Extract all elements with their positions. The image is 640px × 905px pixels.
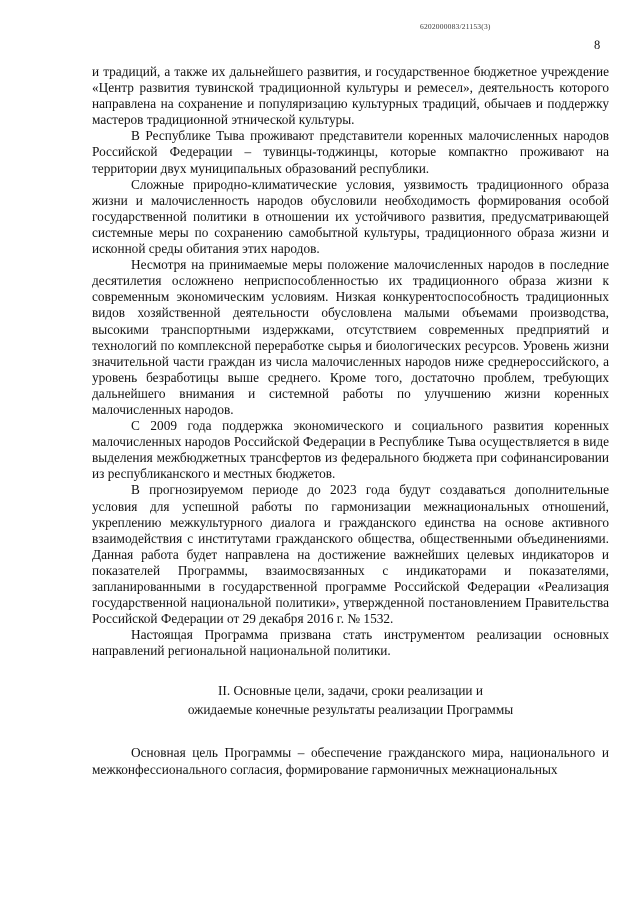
section-heading-line: ожидаемые конечные результаты реализации Программы xyxy=(187,702,514,718)
section-heading xyxy=(92,681,609,719)
paragraph-continuation: и традиций, а также их дальнейшего развития, и государственное бюджетное учреждение «Центр развития тувинской традиционной культуры и ремесел», деятельность которого направлена на сохранение и популяризацию культурных традиций, обычаев и поддержку мастеров традиционной этнической культуры. xyxy=(92,64,609,128)
paragraph: Основная цель Программы – обеспечение гражданского мира, национального и межконфессионального согласия, формирование гармоничных межнациональных xyxy=(92,745,609,777)
paragraph: С 2009 года поддержка экономического и социального развития коренных малочисленных народов Российской Федерации в Республике Тыва осуществляется в виде выделения межбюджетных трансфертов из федерального бюджета при софинансировании из республиканского и местных бюджетов. xyxy=(92,418,609,482)
document-body xyxy=(92,64,609,778)
document-id: 6202000083/21153(3) xyxy=(420,22,491,31)
paragraph: Настоящая Программа призвана стать инструментом реализации основных направлений региональной национальной политики. xyxy=(92,627,609,659)
page-number: 8 xyxy=(594,38,601,52)
paragraph: Сложные природно-климатические условия, уязвимость традиционного образа жизни и малочисленность народов обусловили необходимость формирования особой государственной политики в отношении их устойчивого развития, предусматривающей системные меры по сохранению самобытной культуры, традиционного образа жизни и исконной среды обитания этих народов. xyxy=(92,176,609,257)
paragraph: Несмотря на принимаемые меры положение малочисленных народов в последние десятилетия осложнено неприспособленностью их традиционного образа жизни к современным экономическим условиям. Низкая конкурентоспособность традиционных видов хозяйственной деятельности обусловлена малыми объемами производства, высокими транспортными издержками, отсутствием современных предприятий и технологий по комплексной переработке сырья и биологических ресурсов. Уровень жизни значительной части граждан из числа малочисленных народов ниже среднероссийского, а уровень безработицы выше среднего. Кроме того, достаточно проблем, требующих дальнейшего внимания и системной работы по улучшению жизни коренных малочисленных народов. xyxy=(92,257,609,417)
paragraph: В Республике Тыва проживают представители коренных малочисленных народов Российской Федерации – тувинцы-тоджинцы, которые компактно проживают на территории двух муниципальных образований республики. xyxy=(92,128,609,176)
paragraph: В прогнозируемом периоде до 2023 года будут создаваться дополнительные условия для успешной работы по гармонизации межнациональных отношений, укреплению межкультурного диалога и гражданского единства на основе активного взаимодействия с институтами гражданского общества, общественными объединениями. Данная работа будет направлена на достижение важнейших целевых индикаторов и показателей Программы, взаимосвязанных с индикаторами и показателями, запланированными в государственной программе Российской Федерации «Реализация государственной национальной политики», утвержденной постановлением Правительства Российской Федерации от 29 декабря 2016 г. № 1532. xyxy=(92,482,609,627)
section-heading-line: II. Основные цели, задачи, сроки реализации и xyxy=(217,683,483,699)
